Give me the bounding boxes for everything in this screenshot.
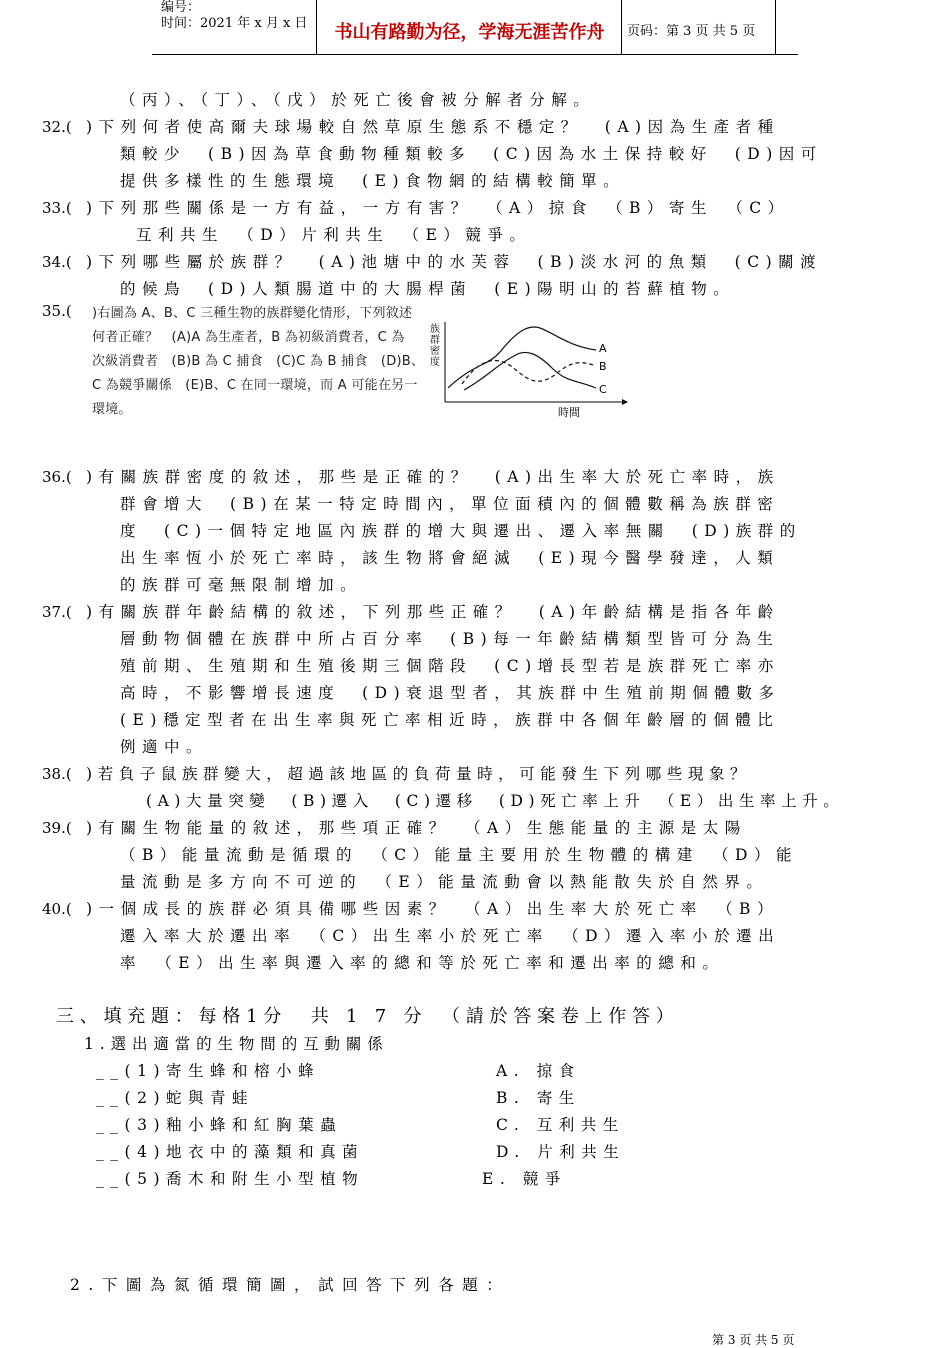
x-axis-arrow (622, 399, 628, 405)
s3-item-1: __(1)寄生蜂和榕小蜂 (96, 1062, 321, 1080)
q34-line-1: )下列哪些屬於族群？ (A)池塘中的水芙蓉 (B)淡水河的魚類 (C)關渡 (86, 253, 823, 271)
question-number-39: 39.( (42, 819, 72, 837)
header-center (316, 0, 776, 54)
question-number-32: 32.( (42, 118, 72, 136)
question-number-33: 33.( (42, 199, 72, 217)
curve-a (448, 327, 596, 388)
page-label: 页码：第 3 页 共 5 页 (627, 24, 756, 39)
s3-option-d: D. 片利共生 (496, 1143, 626, 1161)
number-label: 编号： (161, 0, 201, 15)
q37-line-4: 高時，不影響增長速度 (D)衰退型者，其族群中生殖前期個體數多 (120, 684, 781, 702)
s3-q1-title: 1.選出適當的生物間的互動關係 (84, 1035, 389, 1053)
s3-option-a: A. 掠食 (496, 1062, 581, 1080)
s3-item-5: __(5)喬木和附生小型植物 (96, 1170, 365, 1188)
q35-text-2: 何者正確？ (A)A 為生產者，B 為初級消費者，C 為 (92, 330, 405, 345)
curve-c (464, 352, 596, 390)
q35-text-3: 次級消費者 (B)B 為 C 捕食 (C)C 為 B 捕食 (D)B、 (92, 354, 425, 369)
q36-line-1: )有關族群密度的敘述，那些是正確的？ (A)出生率大於死亡率時，族 (86, 468, 780, 486)
q36-line-3: 度 (C)一個特定地區內族群的增大與遷出、遷入率無關 (D)族群的 (120, 522, 802, 540)
page-header (152, 0, 798, 55)
q37-line-1: )有關族群年齡結構的敘述，下列那些正確？ (A)年齡結構是指各年齡 (86, 603, 780, 621)
q35-text-4: C 為競爭關係 (E)B、C 在同一環境，而 A 可能在另一 (92, 378, 418, 393)
q36-line-4: 出生率恆小於死亡率時，該生物將會絕滅 (E)現今醫學發達，人類 (120, 549, 780, 567)
q33-line-1: )下列那些關係是一方有益，一方有害？ （A）掠食 （B）寄生 （C） (86, 199, 790, 217)
q32-line-1: )下列何者使高爾夫球場較自然草原生態系不穩定？ (A)因為生產者種 (86, 118, 780, 136)
q32-line-3: 提供多樣性的生態環境 (E)食物網的結構較簡單。 (120, 172, 626, 190)
q40-line-1: )一個成長的族群必須具備哪些因素？ （A）出生率大於死亡率 （B） (86, 900, 779, 918)
q39-line-2: （B）能量流動是循環的 （C）能量主要用於生物體的構建 （D）能 (120, 846, 798, 864)
question-number-36: 36.( (42, 468, 72, 486)
curve-b (462, 361, 596, 384)
s3-item-3: __(3)釉小蜂和紅胸葉蟲 (96, 1116, 343, 1134)
s3-item-4: __(4)地衣中的藻類和真菌 (96, 1143, 365, 1161)
q36-line-2: 群會增大 (B)在某一特定時間內，單位面積內的個體數稱為族群密 (120, 495, 780, 513)
q37-line-2: 層動物個體在族群中所占百分率 (B)每一年齡結構類型皆可分為生 (120, 630, 780, 648)
q37-line-5: (E)穩定型者在出生率與死亡率相近時，族群中各個年齡層的個體比 (120, 711, 780, 729)
q35-text-1: )右圖為 A、B、C 三種生物的族群變化情形，下列敘述 (92, 306, 413, 321)
page-footer: 第 3 页 共 5 页 (712, 1333, 795, 1347)
curve-a-label: A (599, 342, 607, 355)
s3-option-b: B. 寄生 (496, 1089, 581, 1107)
section-3-title: 三、填充題：每格1分 共 1 7 分 （請於答案卷上作答） (56, 1006, 680, 1027)
y-axis-label: 族群密度 (430, 324, 440, 368)
time-label: 时间：2021 年 x 月 x 日 (161, 16, 308, 31)
question-number-37: 37.( (42, 603, 72, 621)
q39-line-3: 量流動是多方向不可逆的 （E）能量流動會以熱能散失於自然界。 (120, 873, 769, 891)
q40-line-2: 遷入率大於遷出率 （C）出生率小於死亡率 （D）遷入率小於遷出 (120, 927, 781, 945)
x-axis-label: 時間 (558, 406, 580, 419)
s3-item-2: __(2)蛇與青蛙 (96, 1089, 255, 1107)
q32-line-2: 類較少 (B)因為草食動物種類較多 (C)因為水土保持較好 (D)因可 (120, 145, 823, 163)
continuation-line: （丙）、（丁）、（戊）於死亡後會被分解者分解。 (120, 91, 596, 109)
curve-b-label: B (599, 360, 607, 373)
q40-line-3: 率 （E）出生率與遷入率的總和等於死亡率和遷出率的總和。 (120, 954, 725, 972)
q35-block (92, 302, 632, 422)
q36-line-5: 的族群可毫無限制增加。 (120, 576, 363, 594)
question-number-35: 35.( (42, 302, 72, 320)
curve-c-label: C (599, 383, 607, 396)
q35-text-5: 環境。 (92, 402, 132, 417)
s3-option-e: E. 競爭 (482, 1170, 567, 1188)
question-number-40: 40.( (42, 900, 72, 918)
q38-line-2: (A)大量突變 (B)遷入 (C)遷移 (D)死亡率上升 （E）出生率上升。 (146, 792, 845, 810)
q38-line-1: )若負子鼠族群變大，超過該地區的負荷量時，可能發生下列哪些現象？ (86, 765, 752, 783)
q34-line-2: 的候鳥 (D)人類腸道中的大腸桿菌 (E)陽明山的苔蘚植物。 (120, 280, 736, 298)
s3-option-c: C. 互利共生 (496, 1116, 625, 1134)
question-number-38: 38.( (42, 765, 72, 783)
motto: 书山有路勤为径，学海无涯苦作舟 (334, 22, 605, 43)
question-number-34: 34.( (42, 253, 72, 271)
q37-line-3: 殖前期、生殖期和生殖後期三個階段 (C)增長型若是族群死亡率亦 (120, 657, 780, 675)
population-chart (428, 318, 628, 422)
q37-line-6: 例適中。 (120, 738, 209, 756)
s3-q2-title: 2.下圖為氮循環簡圖，試回答下列各題： (70, 1276, 511, 1294)
q39-line-1: )有關生物能量的敘述，那些項正確？ （A）生態能量的主源是太陽 (86, 819, 747, 837)
q33-line-2: 互利共生 （D）片利共生 （E）競爭。 (136, 226, 532, 244)
header-meta (152, 0, 316, 54)
